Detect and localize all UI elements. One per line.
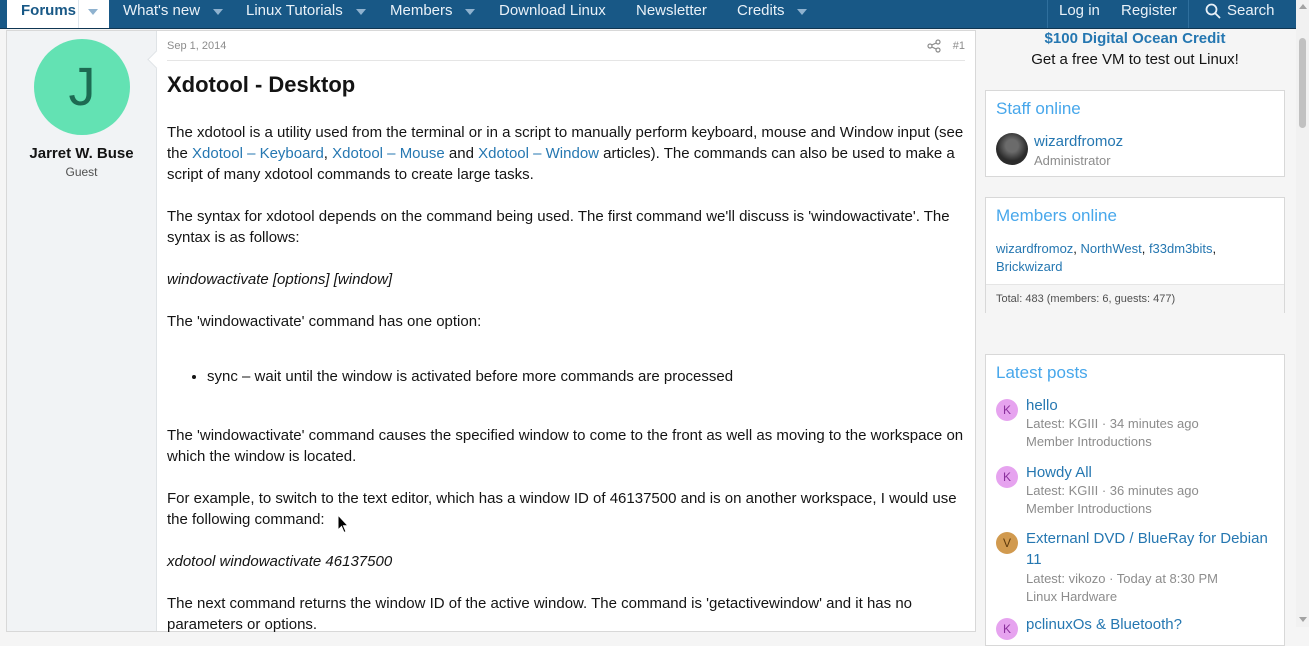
latest-post-meta: Latest: KGIII · 34 minutes ago: [1026, 416, 1199, 431]
promo-link[interactable]: $100 Digital Ocean Credit: [1044, 30, 1226, 47]
nav-members-label: Members: [390, 2, 453, 19]
scrollbar-thumb[interactable]: [1299, 38, 1306, 128]
author-name[interactable]: Jarret W. Buse: [29, 145, 134, 162]
nav-forums-label: Forums: [21, 2, 77, 19]
paragraph-option: The 'windowactivate' command has one option:: [167, 313, 482, 330]
chevron-down-icon[interactable]: [797, 9, 807, 15]
nav-download-linux[interactable]: [499, 0, 606, 28]
post-date[interactable]: Sep 1, 2014: [167, 40, 227, 52]
chevron-down-icon[interactable]: [88, 9, 98, 15]
syntax-line: [167, 269, 965, 290]
promo-text: Get a free VM to test out Linux!: [1031, 51, 1239, 68]
nav-newsletter-label: Newsletter: [636, 2, 707, 19]
register-label: Register: [1121, 2, 1177, 19]
nav-download-linux-label: Download Linux: [499, 2, 606, 19]
nav-members[interactable]: [390, 0, 453, 28]
avatar[interactable]: J: [34, 39, 130, 135]
top-navigation: [0, 0, 1296, 29]
latest-post-meta: Latest: vikozo · Today at 8:30 PM: [1026, 571, 1218, 586]
latest-post-forum[interactable]: Linux Hardware: [1026, 589, 1118, 604]
paragraph-syntax: The syntax for xdotool depends on the command being used. The first command we'll discuss is 'windowactivate'. The syntax is as follows:: [167, 208, 950, 246]
search-label: Search: [1227, 2, 1275, 19]
members-online-block: [985, 197, 1285, 313]
paragraph-example: For example, to switch to the text editor, which has a window ID of 46137500 and is on another workspace, I would use the following command:: [167, 490, 957, 528]
latest-post-title[interactable]: Externanl DVD / BlueRay for Debian 11: [1026, 530, 1268, 568]
paragraph-getactivewindow: The next command returns the window ID of the active window. The command is 'getactivewindow' and it has no parameters or options.: [167, 595, 912, 633]
page-scrollbar[interactable]: [1296, 0, 1309, 627]
chevron-down-icon[interactable]: [465, 9, 475, 15]
latest-posts-block: [985, 354, 1285, 646]
list-item: • sync – wait until the window is activated before more commands are processed: [207, 366, 733, 387]
paragraph-intro: [167, 122, 965, 185]
chevron-down-icon[interactable]: [213, 9, 223, 15]
members-list: wizardfromoz, NorthWest, f33dm3bits, Brickwizard: [996, 241, 1217, 274]
avatar[interactable]: V: [996, 532, 1018, 554]
share-icon[interactable]: [927, 39, 941, 53]
block-title[interactable]: Latest posts: [996, 363, 1088, 382]
latest-post-title[interactable]: Howdy All: [1026, 464, 1092, 481]
paragraph-description: The 'windowactivate' command causes the specified window to come to the front as well as moving to the workspace on which the window is located.: [167, 427, 964, 465]
staff-role: Administrator: [1034, 153, 1111, 168]
forum-post: [6, 30, 976, 632]
nav-credits[interactable]: [737, 0, 785, 28]
nav-forums[interactable]: [7, 0, 109, 28]
register-link[interactable]: [1121, 0, 1177, 28]
link-xdotool-mouse[interactable]: Xdotool – Mouse: [332, 145, 445, 162]
staff-name[interactable]: wizardfromoz: [1034, 133, 1124, 150]
nav-whats-new-label: What's new: [123, 2, 201, 19]
avatar[interactable]: [996, 133, 1028, 165]
paragraph-text: and: [444, 145, 479, 162]
nav-divider: [78, 0, 79, 28]
member-link[interactable]: Brickwizard: [996, 259, 1063, 274]
avatar[interactable]: K: [996, 399, 1018, 421]
link-xdotool-window[interactable]: Xdotool – Window: [478, 145, 599, 162]
example-line: [167, 551, 965, 572]
nav-newsletter[interactable]: [636, 0, 707, 28]
scroll-up-icon[interactable]: [1299, 4, 1307, 9]
avatar[interactable]: K: [996, 618, 1018, 640]
members-total: [986, 284, 1284, 313]
paragraph-text: The xdotool is a utility used from the terminal or in a script to manually perform keyboard, mouse and Window input (see the: [167, 124, 964, 162]
chevron-down-icon[interactable]: [356, 9, 366, 15]
options-list: [167, 366, 733, 387]
post-number[interactable]: #1: [952, 40, 965, 52]
mouse-cursor-icon: [337, 514, 349, 534]
members-total-text: Total: 483 (members: 6, guests: 477): [996, 293, 1176, 305]
author-title: Guest: [65, 165, 98, 179]
nav-linux-tutorials-label: Linux Tutorials: [246, 2, 343, 19]
member-link[interactable]: wizardfromoz: [996, 241, 1074, 256]
login-link[interactable]: [1059, 0, 1100, 28]
login-label: Log in: [1059, 2, 1100, 19]
syntax-text: windowactivate [options] [window]: [167, 271, 393, 288]
staff-online-block: [985, 90, 1285, 177]
search-button[interactable]: [1205, 0, 1275, 28]
block-title[interactable]: Staff online: [996, 99, 1081, 118]
post-title: Xdotool - Desktop: [167, 72, 356, 97]
nav-credits-label: Credits: [737, 2, 785, 19]
example-command: xdotool windowactivate 46137500: [167, 553, 393, 570]
block-title[interactable]: Members online: [996, 206, 1117, 225]
nav-divider: [1188, 0, 1189, 28]
paragraph-text: articles). The commands can also be used to make a script of many xdotool commands to create large tasks.: [167, 145, 955, 183]
member-link[interactable]: NorthWest: [1080, 241, 1142, 256]
latest-post-forum[interactable]: Member Introductions: [1026, 501, 1152, 516]
search-icon: [1205, 3, 1221, 19]
scroll-down-icon[interactable]: [1299, 617, 1307, 622]
latest-post-title[interactable]: pclinuxOs & Bluetooth?: [1026, 616, 1182, 633]
post-user-pane: [7, 31, 157, 631]
paragraph-text: ,: [323, 145, 333, 162]
nav-whats-new[interactable]: [123, 0, 200, 28]
avatar[interactable]: K: [996, 466, 1018, 488]
nav-divider: [1047, 0, 1048, 28]
nav-linux-tutorials[interactable]: [246, 0, 343, 28]
latest-post-meta: Latest: KGIII · 36 minutes ago: [1026, 483, 1199, 498]
post-meta: [167, 40, 965, 61]
link-xdotool-keyboard[interactable]: Xdotool – Keyboard: [192, 145, 324, 162]
member-link[interactable]: f33dm3bits: [1148, 241, 1213, 256]
latest-post-title[interactable]: hello: [1026, 397, 1058, 414]
latest-post-forum[interactable]: Member Introductions: [1026, 434, 1152, 449]
